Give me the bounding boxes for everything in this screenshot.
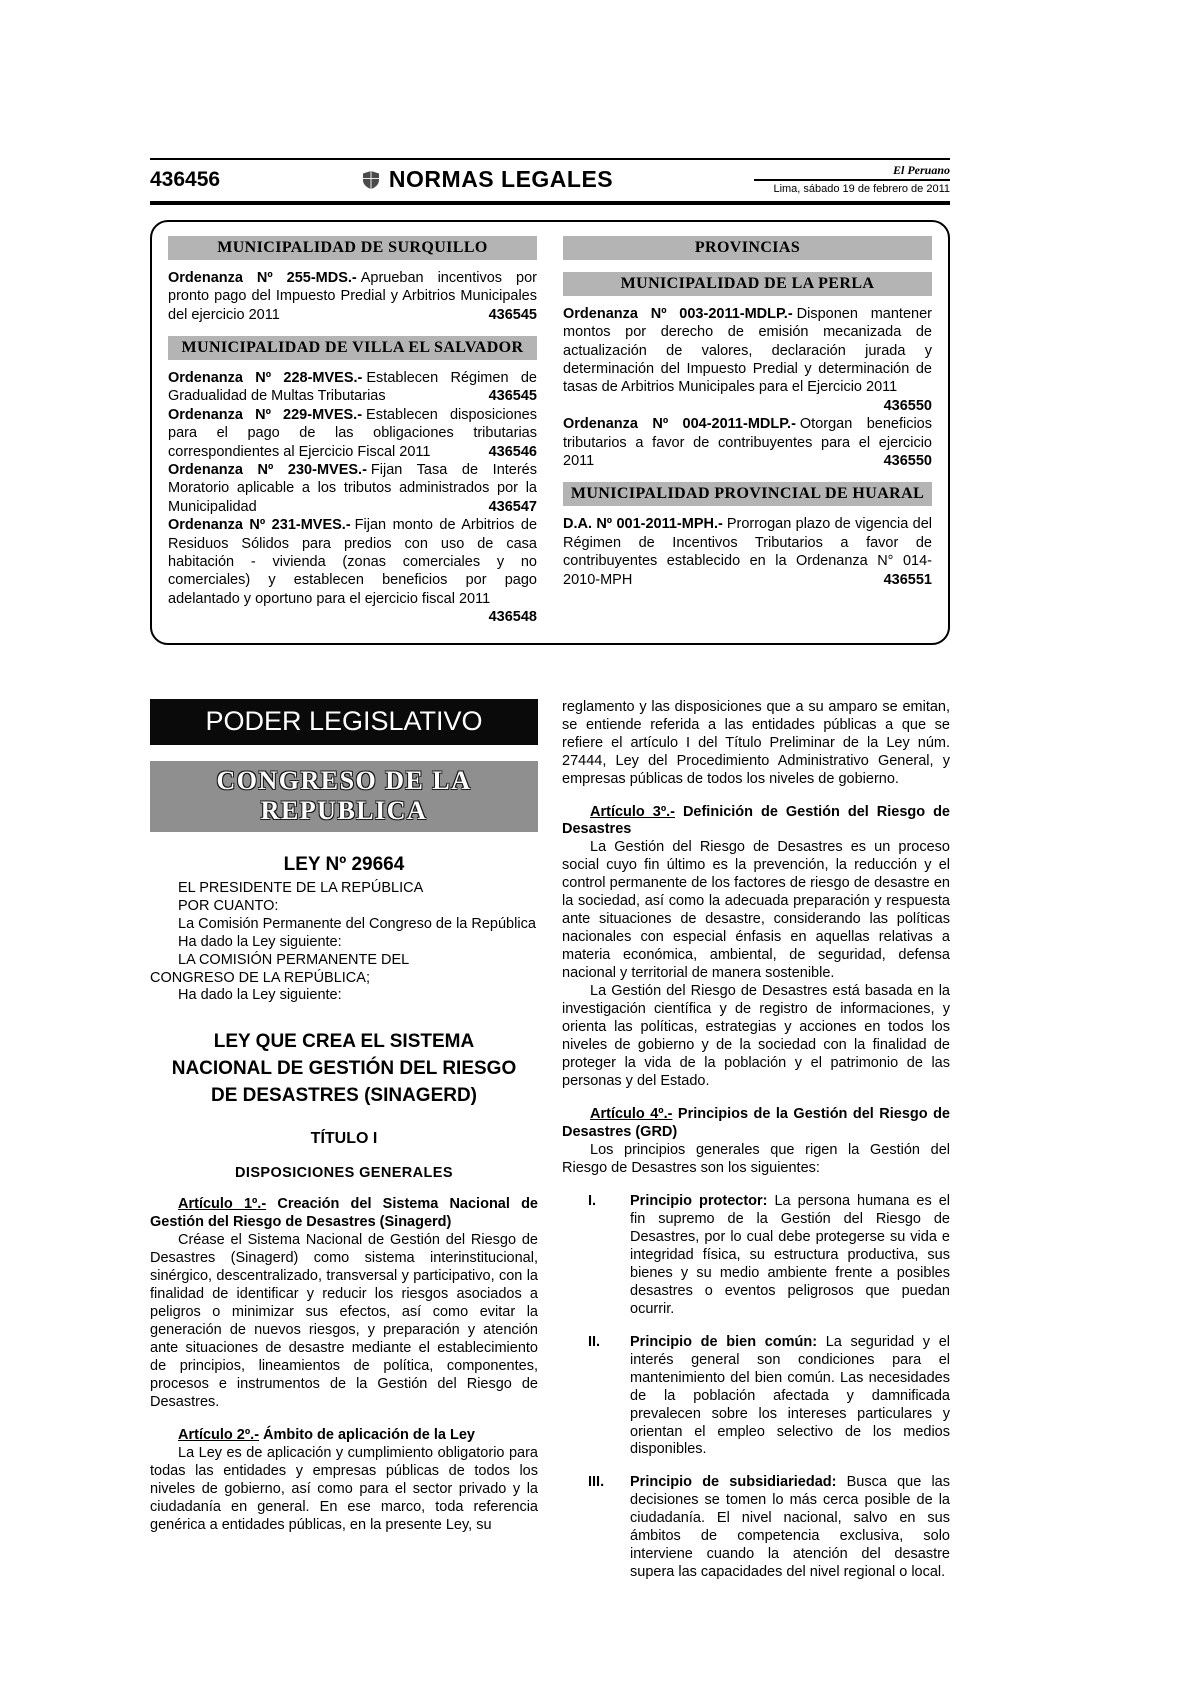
index-entry [563, 515, 932, 589]
section-header-la-perla: MUNICIPALIDAD DE LA PERLA [563, 272, 932, 296]
index-box [150, 220, 950, 645]
section-header-villa-el-salvador: MUNICIPALIDAD DE VILLA EL SALVADOR [168, 336, 537, 360]
comision-line-2: CONGRESO DE LA REPÚBLICA; [150, 969, 370, 986]
entry-label: Ordenanza Nº 231-MVES.- [168, 517, 351, 534]
poder-legislativo-banner: PODER LEGISLATIVO [150, 699, 538, 745]
article-2-paragraph: La Ley es de aplicación y cumplimiento obligatorio para todas las entidades y empresas públicas de todos los niveles de gobierno, así como para el sector privado y la ciudadanía en general. En ese marco, toda referencia genérica a entidades públicas, en la presente Ley, su [150, 1444, 538, 1533]
entry-label: Ordenanza Nº 230-MVES.- [168, 462, 367, 478]
entry-page-number: 436550 [883, 397, 932, 414]
article-4-heading [562, 1106, 950, 1142]
principle-numeral: II. [588, 1333, 601, 1350]
principle-description: Busca que las decisiones se tomen lo más cerca posible de la ciudadanía. El nivel nacional, salvo en sus ámbitos de competencia exclusiva, solo interviene cuando la atención del desastre supera las capacidades del nivel regional o local. [630, 1474, 950, 1581]
entry-page-number: 436545 [488, 388, 537, 405]
entry-text: Fijan monto de Arbitrios de Residuos Sólidos para predios con uso de casa habitación - vivienda (zonas comerciales y no comerciales) y establecen beneficios por pago adelantado y oportuno para el ejercicio fiscal 2011 [168, 517, 537, 607]
entry-text: Establecen disposiciones para el pago de las obligaciones tributarias correspondientes al Ejercicio Fiscal 2011 [168, 406, 537, 460]
president-line: EL PRESIDENTE DE LA REPÚBLICA [178, 879, 424, 896]
index-left-column [168, 236, 537, 627]
principle-text [630, 1474, 950, 1582]
principle-item-1 [562, 1193, 950, 1319]
article-4-number: Artículo 4º.- [590, 1106, 673, 1122]
entry-text: Establecen Régimen de Gradualidad de Multas Tributarias [168, 369, 537, 405]
section-header-provincias: PROVINCIAS [563, 236, 932, 260]
article-body [150, 699, 950, 1583]
article-1-number: Artículo 1º.- [178, 1196, 267, 1213]
entry-text: Disponen mantener montos por derecho de emisión mecanizada de actualización de valores, declaración jurada y determinación del Impuesto Predial y determinación de tasas de Arbitrios Municipales para el Ejercicio 2011 [563, 305, 932, 396]
entry-page-number: 436546 [488, 443, 537, 460]
law-title: LEY QUE CREA EL SISTEMA NACIONAL DE GESTIÓN DEL RIESGO DE DESASTRES (SINAGERD) [171, 1031, 517, 1107]
article-4-title: Principios de la Gestión del Riesgo de Desastres (GRD) [562, 1106, 950, 1140]
section-header-huaral: MUNICIPALIDAD PROVINCIAL DE HUARAL [563, 482, 932, 506]
article-1-paragraph: Créase el Sistema Nacional de Gestión del Riesgo de Desastres (Sinagerd) como sistema interinstitucional, sinérgico, descentralizado, transversal y participativo, con la finalidad de identificar y reducir los riesgos asociados a peligros o minimizar sus efectos, así como evitar la generación de nuevos riesgos, y preparación y atención ante situaciones de desastre mediante el establecimiento de principios, lineamientos de política, componentes, procesos e instrumentos de la Gestión del Riesgo de Desastres. [150, 1232, 538, 1410]
entry-text: Otorgan beneficios tributarios a favor de contribuyentes para el ejercicio 2011 [563, 416, 932, 469]
body-right-column [562, 699, 950, 1583]
law-number: LEY Nº 29664 [283, 853, 405, 875]
principle-item-2 [562, 1334, 950, 1460]
principle-numeral: I. [588, 1192, 597, 1209]
principle-item-3 [562, 1474, 950, 1582]
article-3-paragraph-2: La Gestión del Riesgo de Desastres está basada en la investigación científica y de registro de informaciones, y orienta las políticas, estrategias y acciones en todos los niveles de gobierno y de la sociedad con la finalidad de proteger la vida de la población y el patrimonio de las personas y del Estado. [562, 983, 950, 1090]
newspaper-name: El Peruano [892, 163, 950, 177]
article-2-heading [150, 1427, 538, 1445]
principle-name: Principio de bien común: [630, 1333, 818, 1350]
body-left-column [150, 699, 538, 1583]
article-4-paragraph: Los principios generales que rigen la Gestión del Riesgo de Desastres son los siguientes: [562, 1141, 950, 1176]
article-3-title: Definición de Gestión del Riesgo de Desastres [562, 803, 950, 838]
entry-page-number: 436550 [883, 453, 932, 469]
congreso-banner: CONGRESO DE LA REPUBLICA [150, 761, 538, 832]
article-1-title: Creación del Sistema Nacional de Gestión del Riesgo de Desastres (Sinagerd) [150, 1196, 538, 1231]
section-header-surquillo: MUNICIPALIDAD DE SURQUILLO [168, 236, 537, 260]
page-number: 436456 [150, 167, 221, 191]
entry-text: Fijan Tasa de Interés Moratorio aplicable a los tributos administrados por la Municipalidad [168, 462, 537, 515]
entry-page-number: 436545 [488, 306, 537, 323]
index-right-column [563, 236, 932, 627]
principle-text [630, 1334, 950, 1460]
index-entry [168, 406, 537, 461]
ha-dado-line: Ha dado la Ley siguiente: [178, 987, 342, 1004]
entry-text: Prorrogan plazo de vigencia del Régimen de Incentivos Tributarios a favor de contribuyentes establecido en la Ordenanza N° 014-2010-MPH [563, 516, 932, 588]
article-1-heading [150, 1196, 538, 1232]
article-2-title: Ámbito de aplicación de la Ley [259, 1426, 475, 1443]
index-entry [563, 305, 932, 415]
ha-dado-line: Ha dado la Ley siguiente: [178, 933, 342, 950]
entry-label: Ordenanza Nº 255-MDS.- [168, 269, 357, 286]
masthead-title-group [361, 166, 613, 193]
titulo-heading: TÍTULO I [310, 1130, 378, 1148]
page-content [150, 158, 950, 1582]
article-3-heading [562, 804, 950, 840]
principle-description: La seguridad y el interés general son condiciones para el mantenimiento del bien común. Las necesidades de la población afectada y damnificada prevalecen sobre los intereses particulares y orientan el empleo selectivo de los medios disponibles. [630, 1333, 950, 1458]
principle-name: Principio protector: [630, 1192, 768, 1209]
entry-page-number: 436547 [488, 498, 537, 515]
entry-label: Ordenanza Nº 004-2011-MDLP.- [563, 416, 796, 433]
entry-label: Ordenanza Nº 228-MVES.- [168, 369, 363, 386]
entry-label: Ordenanza Nº 003-2011-MDLP.- [563, 305, 793, 322]
chapter-heading: DISPOSICIONES GENERALES [235, 1165, 453, 1182]
principle-description: La persona humana es el fin supremo de la Gestión del Riesgo de Desastres, por lo cual debe protegerse su vida e integridad física, su estructura productiva, sus bienes y su medio ambiente frente a posibles desastres o eventos peligrosos que puedan ocurrir. [630, 1192, 950, 1317]
index-entry [168, 269, 537, 324]
masthead [150, 158, 950, 205]
comision-line-1: LA COMISIÓN PERMANENTE DEL [178, 951, 410, 968]
dateline: Lima, sábado 19 de febrero de 2011 [773, 183, 950, 195]
por-cuanto-line: POR CUANTO: [178, 897, 279, 914]
article-3-paragraph-1: La Gestión del Riesgo de Desastres es un proceso social cuyo fin último es la prevención, la reducción y el control permanente de los factores de riesgo de desastre en la sociedad, así como la adecuada preparación y respuesta ante situaciones de desastre, considerando las políticas nacionales con especial énfasis en aquellas relativas a materia económica, ambiental, de seguridad, defensa nacional y territorial de manera sostenible. [562, 839, 950, 982]
index-entry [168, 369, 537, 406]
entry-page-number: 436551 [883, 571, 932, 588]
edition-info [754, 163, 950, 197]
index-entry [168, 516, 537, 626]
comision-permanente-block [150, 952, 538, 988]
article-3-number: Artículo 3º.- [590, 803, 675, 820]
entry-page-number: 436548 [488, 609, 537, 626]
coat-of-arms-icon [361, 170, 381, 190]
principle-numeral: III. [588, 1474, 605, 1491]
divider-rule [754, 179, 950, 181]
index-entry [563, 415, 932, 470]
masthead-title: NORMAS LEGALES [388, 166, 614, 193]
continuation-paragraph: reglamento y las disposiciones que a su amparo se emitan, se entiende referida a las entidades públicas a que se refiere el artículo I del Título Preliminar de la Ley núm. 27444, Ley del Procedimiento Administrativo General, y empresas públicas de todos los niveles de gobierno. [562, 698, 950, 787]
principle-name: Principio de subsidiariedad: [630, 1474, 837, 1491]
index-entry [168, 461, 537, 516]
entry-label: Ordenanza Nº 229-MVES.- [168, 406, 363, 423]
principle-text [630, 1193, 950, 1319]
article-2-number: Artículo 2º.- [178, 1426, 260, 1443]
comision-paragraph: La Comisión Permanente del Congreso de la República [178, 915, 536, 932]
entry-label: D.A. Nº 001-2011-MPH.- [563, 516, 723, 533]
entry-text: Aprueban incentivos por pronto pago del Impuesto Predial y Arbitrios Municipales del ejercicio 2011 [168, 269, 537, 323]
